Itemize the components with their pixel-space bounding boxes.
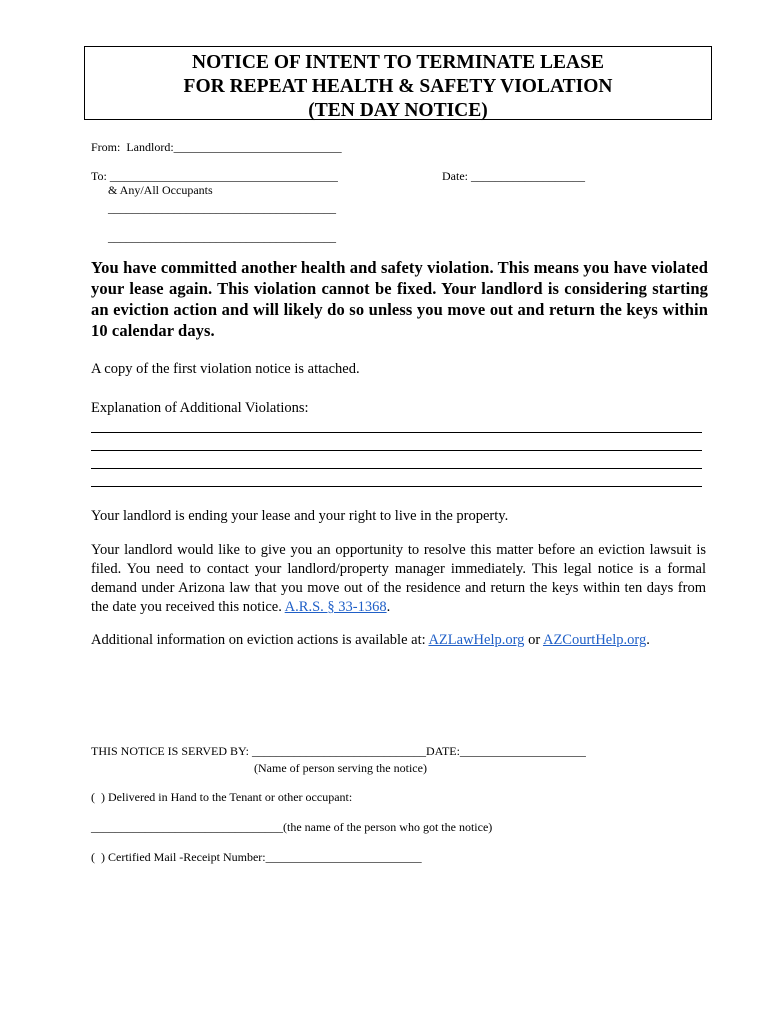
statute-link[interactable]: A.R.S. § 33-1368 (284, 599, 387, 615)
explanation-blank-line-1[interactable] (91, 432, 702, 433)
explanation-blank-line-2[interactable] (91, 450, 702, 451)
resolve-paragraph (91, 541, 706, 617)
additional-info-end: . (646, 632, 650, 648)
occupants-label: & Any/All Occupants (108, 183, 213, 197)
explanation-blank-line-3[interactable] (91, 468, 702, 469)
title-line-2: FOR REPEAT HEALTH & SAFETY VIOLATION (183, 76, 613, 97)
to-field[interactable]: To: ______________________________________ (91, 169, 338, 183)
served-by-field[interactable]: THIS NOTICE IS SERVED BY: _____________________________DATE:_____________________ (91, 744, 586, 758)
from-landlord-field[interactable]: From: Landlord:____________________________ (91, 140, 342, 154)
occupant-blank-line-1[interactable]: ______________________________________ (108, 201, 336, 215)
occupant-blank-line-2[interactable]: ______________________________________ (108, 230, 336, 244)
served-by-caption: (Name of person serving the notice) (254, 761, 427, 775)
copy-attached-text: A copy of the first violation notice is attached. (91, 361, 360, 377)
azlawhelp-link[interactable]: AZLawHelp.org (428, 632, 525, 648)
additional-info-prefix: Additional information on eviction actions is available at: (91, 632, 429, 648)
certified-mail-field[interactable]: ( ) Certified Mail -Receipt Number:__________________________ (91, 850, 422, 864)
resolve-paragraph-text: Your landlord would like to give you an opportunity to resolve this matter before an eviction lawsuit is filed. You need to contact your landlord/property manager immediately. This legal notice is a formal demand under Arizona law that you move out of the residence and return the keys within ten days from the date you received this notice. (91, 542, 706, 615)
title-line-1: NOTICE OF INTENT TO TERMINATE LEASE (192, 52, 604, 73)
explanation-blank-line-4[interactable] (91, 486, 702, 487)
resolve-paragraph-end: . (386, 599, 391, 615)
delivered-in-hand-checkbox[interactable]: ( ) Delivered in Hand to the Tenant or other occupant: (91, 790, 353, 804)
title-line-3: (TEN DAY NOTICE) (308, 100, 488, 121)
additional-info (91, 631, 650, 650)
date-field[interactable]: Date: ___________________ (442, 169, 585, 183)
additional-info-middle: or (524, 632, 543, 648)
ending-lease-text: Your landlord is ending your lease and your right to live in the property. (91, 508, 509, 524)
azcourthelp-link[interactable]: AZCourtHelp.org (542, 632, 647, 648)
recipient-name-field[interactable]: ________________________________(the name of the person who got the notice) (91, 820, 493, 834)
document-title-box (84, 46, 712, 120)
warning-paragraph: You have committed another health and safety violation. This means you have violated your lease again. This violation cannot be fixed. Your landlord is considering starting an eviction action and will likely do so unless you move out and return the keys within 10 calendar days. (91, 258, 708, 340)
explanation-label: Explanation of Additional Violations: (91, 400, 309, 416)
